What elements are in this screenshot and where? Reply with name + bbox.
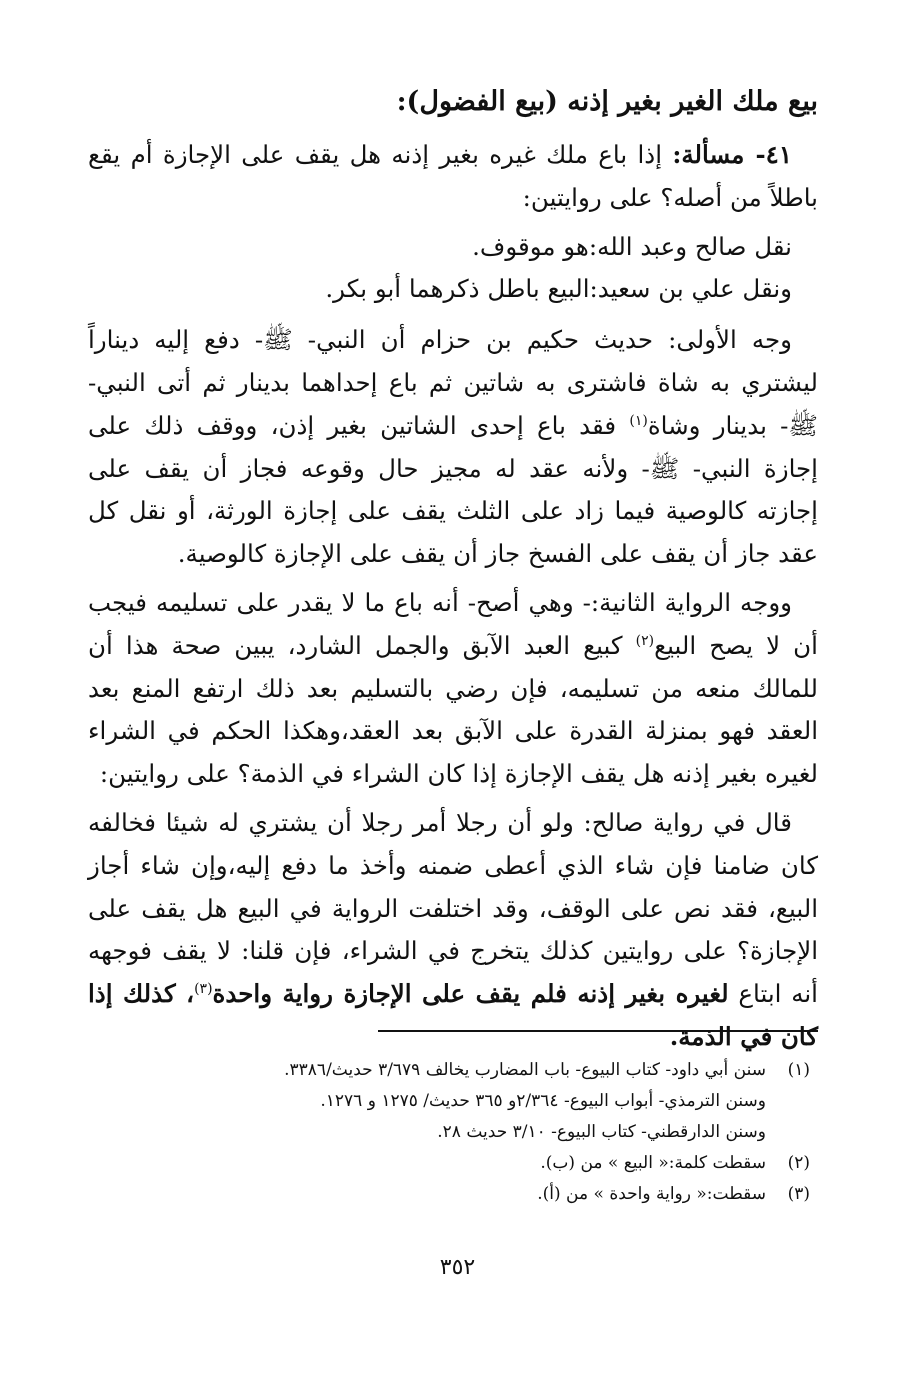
footnote-text: سنن أبي داود- كتاب البيوع- باب المضارب يخالف ٣/٦٧٩ حديث/٣٣٨٦. — [284, 1060, 766, 1080]
footnote-3 — [120, 1179, 810, 1210]
footnote-number: (١) — [787, 1060, 810, 1080]
paragraph-saleh-narration — [88, 802, 818, 1059]
footnote-1-cont-b — [120, 1117, 810, 1148]
page-number: ٣٥٢ — [439, 1255, 476, 1280]
saleh-bold-text-b: ، كذلك إذا كان في الذمة. — [88, 979, 818, 1051]
paragraph-issue-41 — [88, 134, 818, 220]
footnote-ref-2: (٢) — [635, 632, 655, 649]
saleh-text: قال في رواية صالح: ولو أن رجلا أمر رجلا أن يشتري له شيئا فخالفه كان ضامنا فإن شاء الذي أعطى ضمنه وأخذ ما دفع إليه،وإن شاء أجاز البيع، فقد نص على الوقف، وقد اختلفت الرواية في البيع هل يقف على الإجازة؟ على روايتين كذلك يتخرج في الشراء، فإن قلنا: لا يقف فوجهه أنه ابتاع — [88, 807, 818, 1009]
footnote-1 — [120, 1055, 810, 1086]
footnote-text: وسنن الترمذي- أبواب البيوع- ٢/٣٦٤و ٣٦٥ حديث/ ١٢٧٥ و ١٢٧٦. — [320, 1091, 766, 1111]
section-heading: بيع ملك الغير بغير إذنه (بيع الفضول): — [396, 86, 818, 117]
issue-number: ٤١- مسألة: — [672, 140, 792, 169]
footnote-2 — [120, 1148, 810, 1179]
paragraph-first-view — [88, 319, 818, 576]
footnotes — [120, 1055, 810, 1210]
paragraph-second-view — [88, 582, 818, 796]
footnote-ref-3: (٣) — [194, 980, 213, 997]
paragraph-narration-1: نقل صالح وعبد الله:هو موقوف. — [472, 231, 792, 261]
footnote-number: (٣) — [787, 1184, 810, 1204]
second-view-text-a: ووجه الرواية الثانية:- وهي أصح- أنه باع ما لا يقدر على تسليمه فيجب أن لا يصح البيع — [88, 587, 818, 660]
main-text — [88, 82, 818, 1065]
footnote-1-cont-a — [120, 1086, 810, 1117]
footnote-text: وسنن الدارقطني- كتاب البيوع- ٣/١٠ حديث ٢٨. — [437, 1122, 766, 1142]
footnote-text: سقطت كلمة:« البيع » من (ب). — [540, 1153, 766, 1173]
footnote-number: (٢) — [787, 1153, 810, 1173]
footnote-text: سقطت:« رواية واحدة » من (أ). — [537, 1184, 766, 1204]
paragraph-narration-2: ونقل علي بن سعيد:البيع باطل ذكرهما أبو بكر. — [325, 274, 792, 304]
issue-text: إذا باع ملك غيره بغير إذنه هل يقف على الإجازة أم يقع باطلاً من أصله؟ على روايتين: — [88, 140, 818, 212]
first-view-text-a: وجه الأولى: حديث حكيم بن حزام أن النبي- ﷺ- دفع إليه ديناراً ليشتري به شاة فاشترى به شاتين ثم باع إحداهما بدينار ثم أتى النبي- ﷺ- بدينار وشاة — [88, 325, 818, 440]
footnote-ref-1: (١) — [629, 412, 648, 429]
second-view-text-b: كبيع العبد الآبق والجمل الشارد، يبين صحة هذا أن للمالك منعه من تسليمه، فإن رضي بالتسليم بعد ذلك ارتفع المنع بعد العقد فهو بمنزلة القدرة على الآبق بعد العقد،وهكذا الحكم في الشراء لغيره بغير إذنه هل يقف الإجازة إذا كان الشراء في الذمة؟ على روايتين: — [88, 630, 818, 789]
first-view-text-b: فقد باع إحدى الشاتين بغير إذن، ووقف ذلك على إجازة النبي- ﷺ- ولأنه عقد له مجيز حال وقوعه فجاز أن يقف على إجازته كالوصية فيما زاد على الثلث يقف على إجازة الورثة، أو نقل كل عقد جاز أن يقف على الفسخ جاز أن يقف على الإجازة كالوصية. — [88, 410, 818, 569]
saleh-bold-text-a: لغيره بغير إذنه فلم يقف على الإجازة رواية واحدة — [212, 979, 729, 1009]
